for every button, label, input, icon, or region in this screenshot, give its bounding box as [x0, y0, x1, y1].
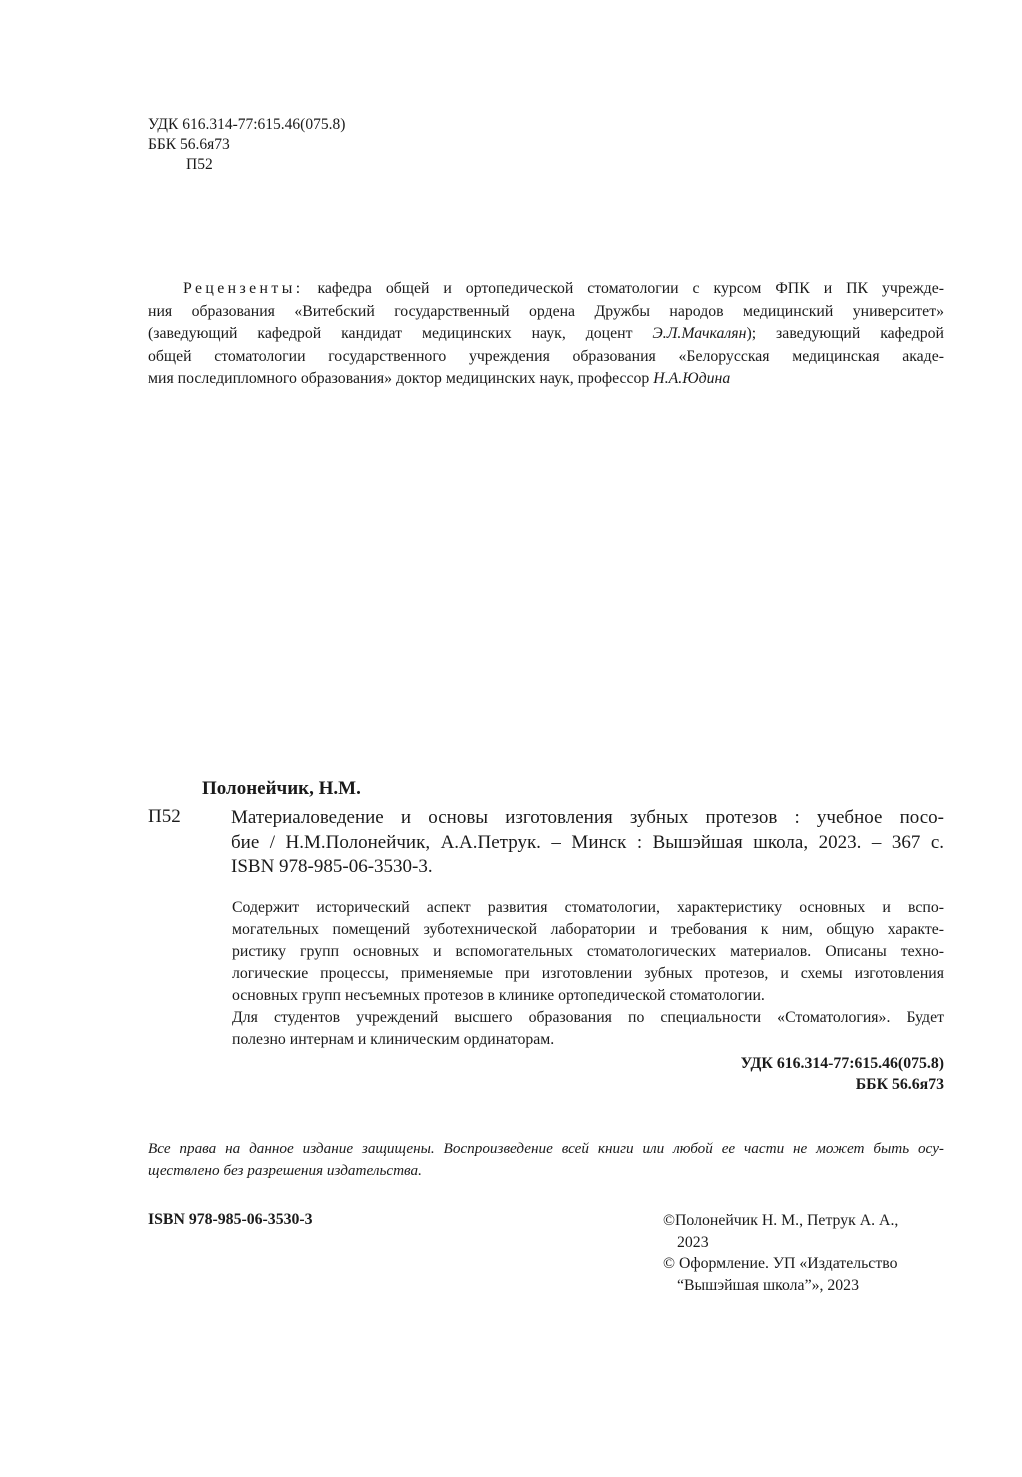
annotation-block: [148, 897, 944, 1051]
rights-notice: [148, 1138, 944, 1181]
annotation-line-1: Содержит исторический аспект развития стоматологии, характеристику основных и вспо-: [232, 899, 944, 916]
reviewers-line-5: мия последипломного образования» доктор медицинских наук, профессор Н.А.Юдина: [148, 370, 731, 387]
catalog-description: [231, 806, 944, 880]
annotation-line-5: основных групп несъемных протезов в клинике ортопедической стоматологии.: [232, 987, 765, 1004]
copyright-authors: ©Полонейчик Н. М., Петрук А. А.,: [663, 1212, 899, 1229]
annotation-line-4: логические процессы, применяемые при изготовлении зубных протезов, и схемы изготовления: [232, 965, 944, 982]
bbk-code: ББК 56.6я73: [148, 136, 230, 153]
rights-line-2: ществлено без разрешения издательства.: [148, 1161, 422, 1179]
annotation-line-2: могательных помещений зуботехнической лаборатории и требования к ним, общую характе-: [232, 921, 944, 938]
isbn-bottom: ISBN 978-985-06-3530-3: [148, 1211, 313, 1228]
reviewers-line-3: (заведующий кафедрой кандидат медицинских наук, доцент Э.Л.Мачкалян); заведующий кафедрой: [148, 325, 944, 342]
annotation-line-3: ристику групп основных и вспомогательных стоматологических материалов. Описаны техно-: [232, 943, 944, 960]
annotation-line-6: Для студентов учреждений высшего образования по специальности «Стоматология». Будет: [232, 1009, 944, 1026]
reviewers-label: Рецензенты:: [183, 280, 304, 297]
author-mark: П52: [186, 156, 213, 173]
annotation-line-7: полезно интернам и клиническим ординаторам.: [232, 1031, 555, 1048]
udk-code: УДК 616.314-77:615.46(075.8): [148, 116, 346, 133]
catalog-mark: П52: [148, 806, 181, 827]
reviewers-line-4: общей стоматологии государственного учреждения образования «Белорусская медицинская акаде-: [148, 347, 944, 365]
catalog-line-1: Материаловедение и основы изготовления зубных протезов : учебное посо-: [231, 807, 944, 828]
copyright-authors-year: 2023: [677, 1233, 709, 1251]
copyright-block: [663, 1210, 945, 1296]
reviewers-line-1: Рецензенты: кафедра общей и ортопедической стоматологии с курсом ФПК и ПК учрежде-: [183, 280, 944, 297]
reviewer-name-1: Э.Л.Мачкалян: [652, 325, 747, 342]
catalog-line-2: бие / Н.М.Полонейчик, А.А.Петрук. – Минск : Вышэйшая школа, 2023. – 367 с.: [231, 831, 944, 853]
codes-right: [741, 1053, 944, 1095]
reviewers-line-2: ния образования «Витебский государственный ордена Дружбы народов медицинский университет»: [148, 302, 944, 320]
rights-line-1: Все права на данное издание защищены. Воспроизведение всей книги или любой ее части не может быть осу-: [148, 1140, 944, 1157]
bbk-code-bold: ББК 56.6я73: [855, 1076, 944, 1093]
reviewer-name-2: Н.А.Юдина: [653, 370, 731, 387]
udk-code-bold: УДК 616.314-77:615.46(075.8): [740, 1055, 944, 1072]
catalog-author: Полонейчик, Н.М.: [202, 778, 361, 799]
reviewers-block: [148, 278, 944, 391]
copyright-design-publisher: “Вышэйшая школа”», 2023: [677, 1276, 859, 1294]
copyright-design: © Оформление. УП «Издательство: [663, 1255, 898, 1272]
catalog-isbn: ISBN 978-985-06-3530-3.: [231, 856, 433, 877]
